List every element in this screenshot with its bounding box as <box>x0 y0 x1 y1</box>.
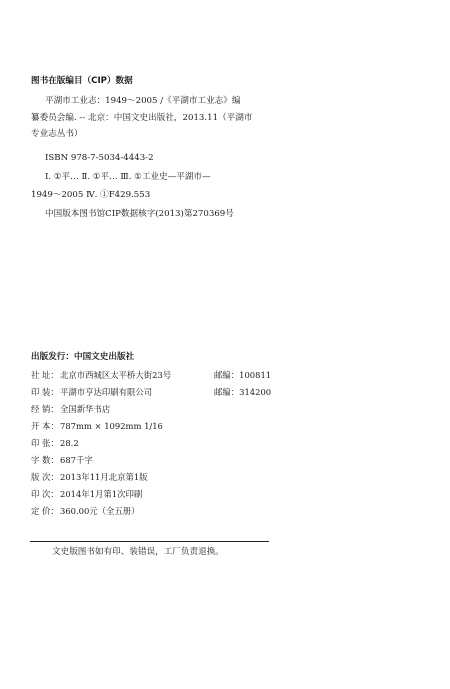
pub-row-key: 经 销： <box>31 404 59 414</box>
cip-line-3: 专业志丛书） <box>31 129 83 139</box>
pub-row-key: 版 次： <box>31 472 59 482</box>
pub-row-key: 定 价： <box>31 506 59 516</box>
publisher-heading: 出版发行：中国文史出版社 <box>31 352 135 362</box>
pub-row-value: 28.2 <box>60 438 79 448</box>
pub-row-key: 开 本： <box>31 421 59 431</box>
pub-row-printer <box>31 387 272 398</box>
return-notice: 文史版图书如有印、装错误，工厂负责退换。 <box>52 547 224 557</box>
cip-classification-1: Ⅰ. ①平… Ⅱ. ①平… Ⅲ. ①工业史—平湖市— <box>45 172 211 182</box>
pub-row-address <box>31 370 272 381</box>
pub-row-edition <box>31 472 148 483</box>
pub-row-key: 印 张： <box>31 438 59 448</box>
pub-row-postcode: 邮编：314200 <box>214 387 272 397</box>
pub-row-key: 印 装： <box>31 387 59 397</box>
pub-row-value: 北京市西城区太平桥大街23号 <box>60 370 172 380</box>
pub-row-value: 2014年1月第1次印刷 <box>60 489 143 499</box>
pub-row-distributor <box>31 404 110 415</box>
pub-row-value: 平湖市亨达印刷有限公司 <box>60 387 153 397</box>
pub-row-printing <box>31 489 142 500</box>
cip-line-2: 纂委员会编. -- 北京：中国文史出版社，2013.11（平湖市 <box>31 113 253 123</box>
pub-row-value: 全国新华书店 <box>60 404 111 414</box>
pub-row-postcode: 邮编：100811 <box>214 370 272 380</box>
pub-row-sheets <box>31 438 79 449</box>
pub-row-key: 印 次： <box>31 489 59 499</box>
pub-row-wordcount <box>31 455 93 466</box>
cip-classification-2: 1949～2005 Ⅳ. ①F429.553 <box>31 190 151 200</box>
pub-row-value: 360.00元（全五册） <box>60 506 140 516</box>
pub-row-value: 2013年11月北京第1版 <box>60 472 148 482</box>
cip-heading: 图书在版编目（CIP）数据 <box>31 76 133 86</box>
pub-row-format <box>31 421 163 432</box>
cip-isbn: ISBN 978-7-5034-4443-2 <box>45 153 154 163</box>
divider-rule <box>30 541 269 542</box>
pub-row-price <box>31 506 140 517</box>
pub-row-value: 787mm × 1092mm 1/16 <box>60 421 163 431</box>
pub-row-key: 字 数： <box>31 455 59 465</box>
pub-row-value: 687千字 <box>60 455 93 465</box>
cip-line-1: 平湖市工业志：1949～2005 /《平湖市工业志》编 <box>45 96 241 106</box>
cip-number: 中国版本图书馆CIP数据核字(2013)第270369号 <box>45 209 234 219</box>
pub-row-key: 社 址： <box>31 370 59 380</box>
